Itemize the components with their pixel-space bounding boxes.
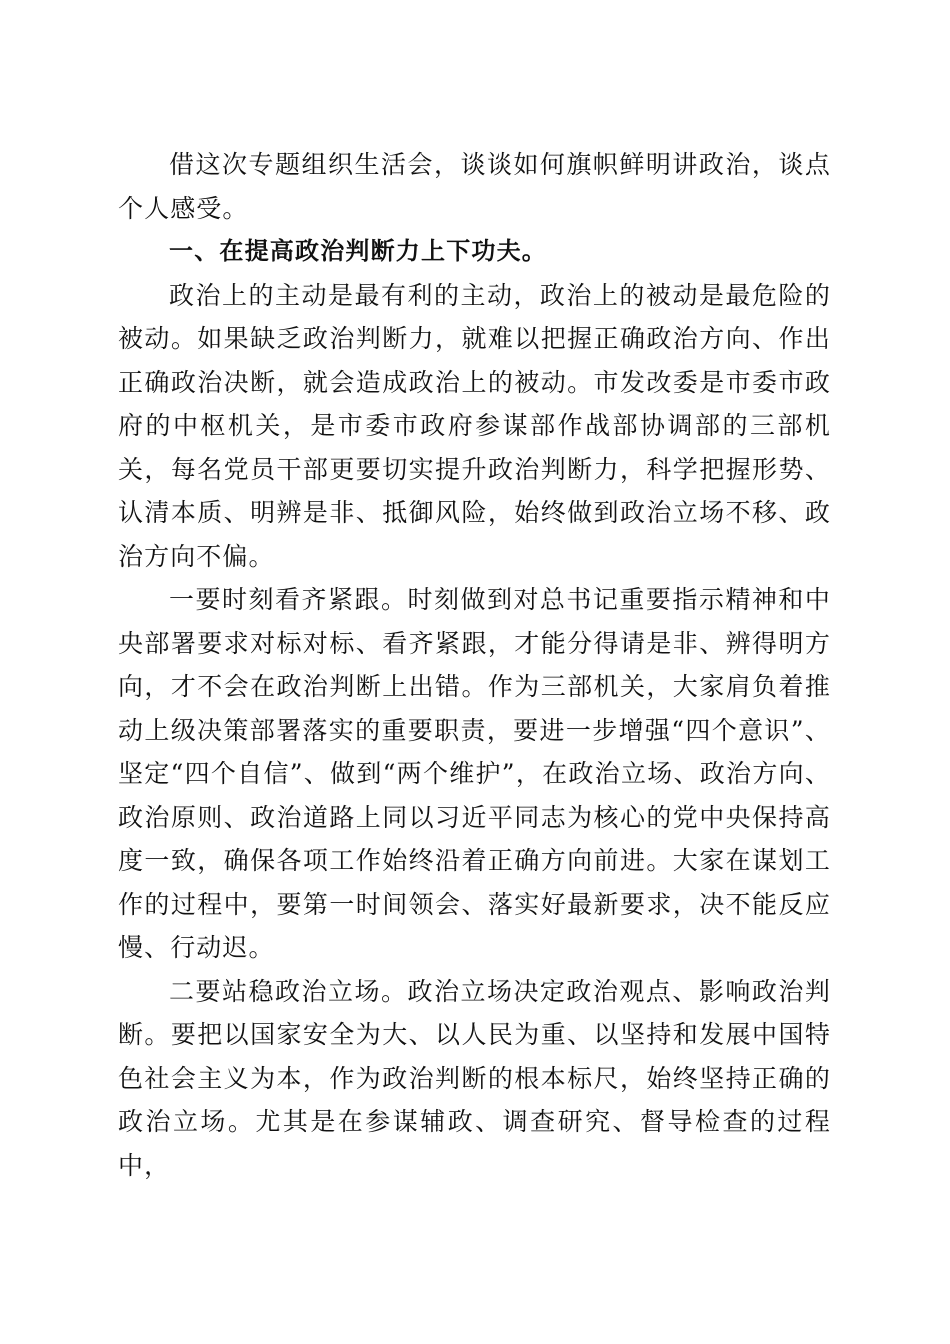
body-paragraph-2: 一要时刻看齐紧跟。时刻做到对总书记重要指示精神和中央部署要求对标对标、看齐紧跟，才能分得请是非、辨得明方向，才不会在政治判断上出错。作为三部机关，大家肩负着推动上级决策部署落实的重要职责，要进一步增强“四个意识”、坚定“四个自信”、做到“两个维护”，在政治立场、政治方向、政治原则、政治道路上同以习近平同志为核心的党中央保持高度一致，确保各项工作始终沿着正确方向前进。大家在谋划工作的过程中，要第一时间领会、落实好最新要求，决不能反应慢、行动迟。 (118, 585, 831, 962)
document-page (118, 143, 831, 1187)
section-heading: 一、在提高政治判断力上下功夫。 (169, 237, 547, 265)
body-paragraph-3: 二要站稳政治立场。政治立场决定政治观点、影响政治判断。要把以国家安全为大、以人民为重、以坚持和发展中国特色社会主义为本，作为政治判断的根本标尺，始终坚持正确的政治立场。尤其是在参谋辅政、调查研究、督导检查的过程中， (118, 976, 831, 1180)
intro-paragraph: 借这次专题组织生活会，谈谈如何旗帜鲜明讲政治，谈点个人感受。 (118, 150, 831, 223)
body-paragraph-1: 政治上的主动是最有利的主动，政治上的被动是最危险的被动。如果缺乏政治判断力，就难以把握正确政治方向、作出正确政治决断，就会造成政治上的被动。市发改委是市委市政府的中枢机关，是市委市政府参谋部作战部协调部的三部机关，每名党员干部更要切实提升政治判断力，科学把握形势、认清本质、明辨是非、抵御风险，始终做到政治立场不移、政治方向不偏。 (118, 280, 831, 571)
